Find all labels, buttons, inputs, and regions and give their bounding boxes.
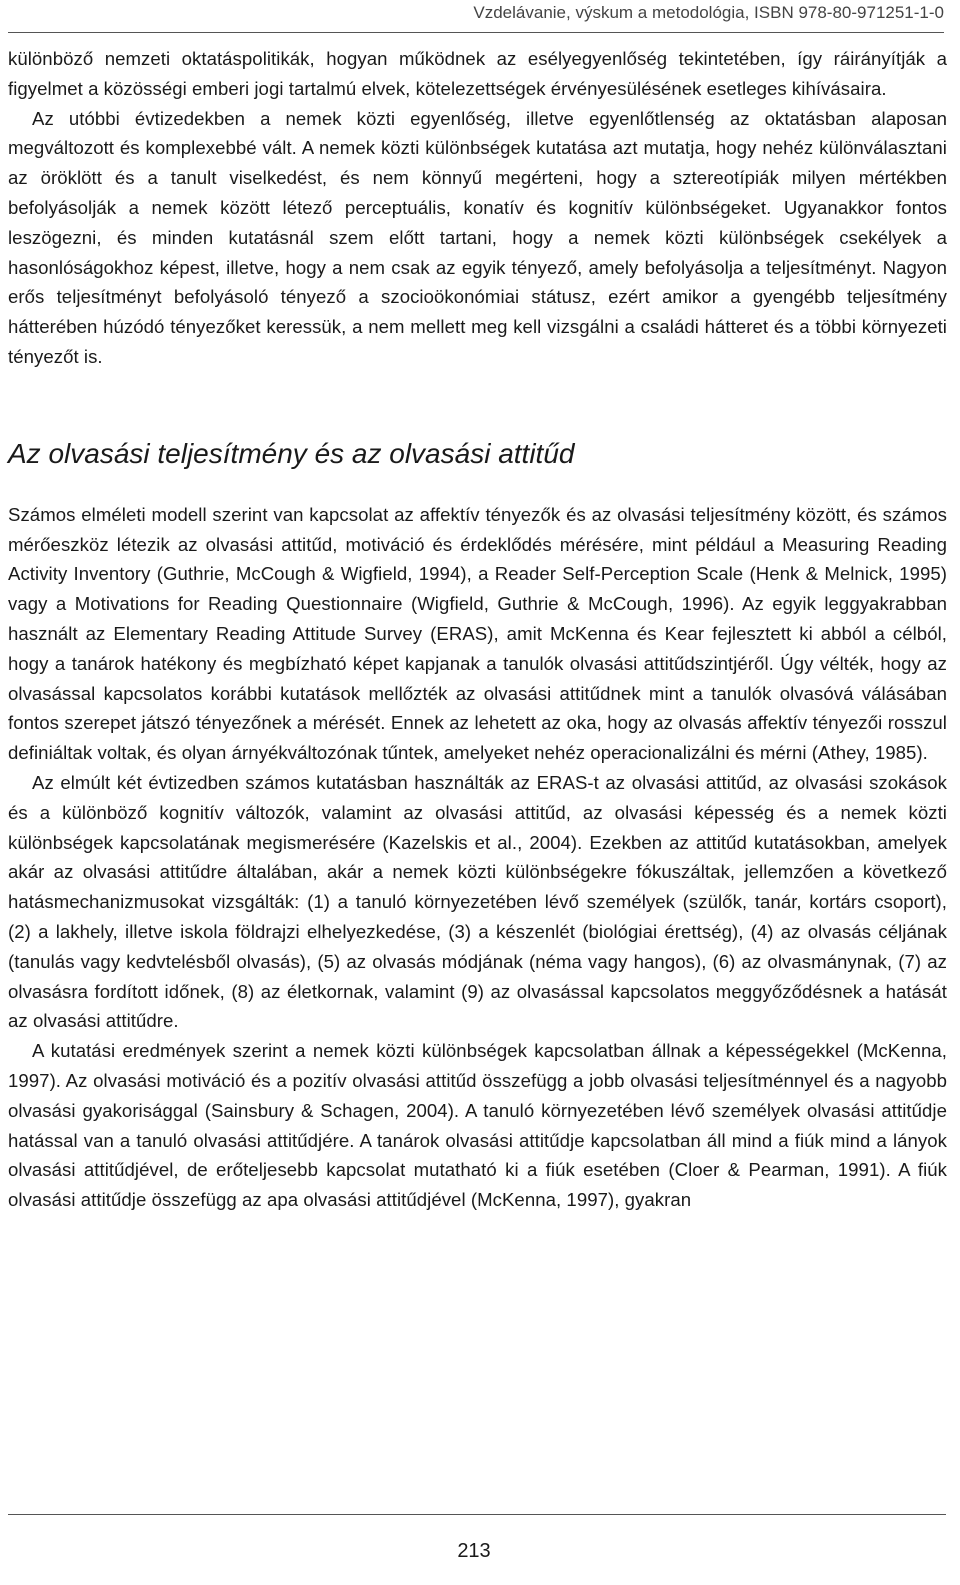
section-heading: Az olvasási teljesítmény és az olvasási attitűd: [8, 437, 575, 469]
section-paragraph-1: Számos elméleti modell szerint van kapcsolat az affektív tényezők és az olvasási teljesítmény között, és számos mérőeszköz létezik az olvasási attitűd, motiváció és érdeklődés mérésére, mint például a Measuring Reading Activity Inventory (Guthrie, McCough & Wigfield, 1994), a Reader Self-Perception Scale (Henk & Melnick, 1995) vagy a Motivations for Reading Questionnaire (Wigfield, Guthrie & McCough, 1996). Az egyik leggyakrabban használt az Elementary Reading Attitude Survey (ERAS), amit McKenna és Kear fejlesztett ki abból a célból, hogy a tanárok hatékony és megbízható képet kapjanak a tanulók olvasási attitűdszintjéről. Úgy vélték, hogy az olvasással kapcsolatos korábbi kutatások mellőzték az olvasási attitűdnek mint a tanulók olvasóvá válásában fontos szerepet játszó tényezőnek a mérését. Ennek az lehetett az oka, hogy az olvasás affektív tényezői rosszul definiáltak voltak, és olyan árnyékváltozónak tűntek, amelyeket nehéz operacionalizálni és mérni (Athey, 1985).: [8, 503, 947, 764]
page-number: 213: [457, 1540, 491, 1562]
running-header: [8, 0, 944, 33]
section-paragraph-3: A kutatási eredmények szerint a nemek közti különbségek kapcsolatban állnak a képességekkel (McKenna, 1997). Az olvasási motiváció és a pozitív olvasási attitűd összefügg a jobb olvasási teljesítménnyel és a nagyobb olvasási gyakorisággal (Sainsbury & Schagen, 2004). A tanuló környezetében lévő személyek olvasási attitűdje hatással van a tanuló olvasási attitűdjére. A tanárok olvasási attitűdje kapcsolatban áll mind a fiúk mind a lányok olvasási attitűdjével, de erőteljesebb kapcsolat mutatható ki a fiúk esetében (Cloer & Pearman, 1991). A fiúk olvasási attitűdje összefügg az apa olvasási attitűdjével (McKenna, 1997), gyakran: [8, 1040, 947, 1211]
footer-divider: [8, 1514, 946, 1515]
body-paragraph-1: különböző nemzeti oktatáspolitikák, hogyan működnek az esélyegyenlőség tekintetében, így ráirányítják a figyelmet a közösségi emberi jogi tartalmú elvek, kötelezettségek érvényesülésének esetleges kihívásaira.: [8, 48, 947, 99]
running-header-title: Vzdelávanie, výskum a metodológia, ISBN 978-80-971251-1-0: [473, 3, 944, 22]
section-paragraph-2: Az elmúlt két évtizedben számos kutatásban használták az ERAS-t az olvasási attitűd, az olvasási szokások és a különböző kognitív változók, valamint az olvasási attitűd, az olvasási képesség és a nemek közti különbségek kapcsolatának megismerésére (Kazelskis et al., 2004). Ezekben az attitűd kutatásokban, amelyek akár az olvasási attitűdre általában, akár a nemek közti különbségekre fókuszáltak, jellemzően a következő hatásmechanizmusokat vizsgálták: (1) a tanuló környezetében lévő személyek (szülők, tanár, kortárs csoport), (2) a lakhely, illetve iskola földrajzi elhelyezkedése, (3) a készenlét (biológiai érettség), (4) az olvasás céljának (tanulás vagy kedvtelésből olvasás), (5) az olvasás módjának (néma vagy hangos), (6) az olvasmánynak, (7) az olvasásra fordított időnek, (8) az életkornak, valamint (9) az olvasással kapcsolatos meggyőződésnek a hatását az olvasási attitűdre.: [8, 771, 947, 1032]
section-spacer: [8, 372, 947, 434]
body-paragraph-2: Az utóbbi évtizedekben a nemek közti egyenlőség, illetve egyenlőtlenség az oktatásban alaposan megváltozott és komplexebbé vált. A nemek közti különbségek kutatása azt mutatja, hogy nehéz különválasztani az öröklött és a tanult viselkedést, és nem könnyű megérteni, hogy a sztereotípiák milyen mértékben befolyásolják a nemek között létező perceptuális, konatív és kognitív különbségeket. Ugyanakkor fontos leszögezni, és minden kutatásnál szem előtt tartani, hogy a nemek közti különbségek csekélyek a hasonlóságokhoz képest, illetve, hogy a nem csak az egyik tényező, amely befolyásolja a teljesítményt. Nagyon erős teljesítményt befolyásoló tényező a szocioökonómiai státusz, ezért amikor a gyengébb teljesítmény hátterében húzódó tényezőket keressük, a nem mellett meg kell vizsgálni a családi hátteret és a többi környezeti tényezőt is.: [8, 107, 947, 367]
heading-spacer: [8, 474, 947, 500]
page-content: [8, 44, 947, 1215]
